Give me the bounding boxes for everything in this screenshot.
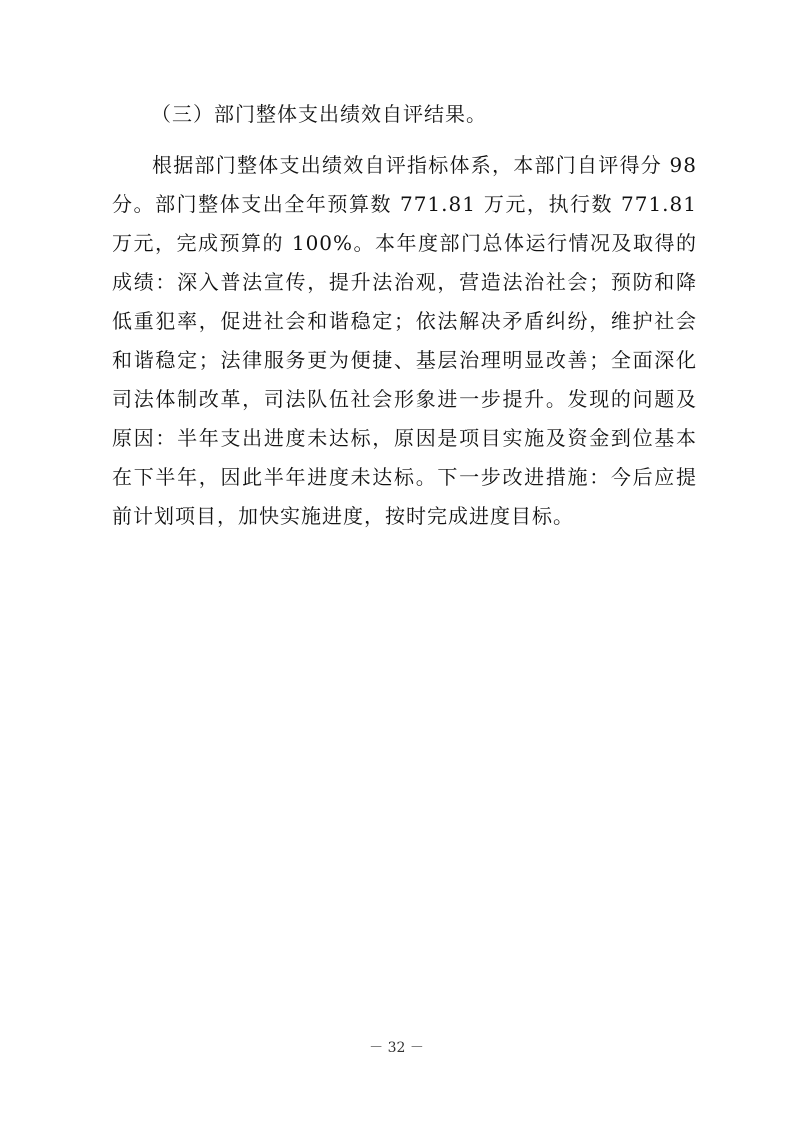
- section-heading: （三）部门整体支出绩效自评结果。: [151, 102, 487, 126]
- page-number: － 32 －: [369, 1040, 424, 1056]
- body-paragraph: 根据部门整体支出绩效自评指标体系，本部门自评得分 98 分。部门整体支出全年预算数 771.81 万元，执行数 771.81 万元，完成预算的 100%。本年度部门总体运行情况及取得的成绩：深入普法宣传，提升法治观，营造法治社会；预防和降低重犯率，促进社会和谐稳定；依法解决矛盾纠纷，维护社会和谐稳定；法律服务更为便捷、基层治理明显改善；全面深化司法体制改革，司法队伍社会形象进一步提升。发现的问题及原因：半年支出进度未达标，原因是项目实施及资金到位基本在下半年，因此半年进度未达标。下一步改进措施：今后应提前计划项目，加快实施进度，按时完成进度目标。: [112, 153, 697, 528]
